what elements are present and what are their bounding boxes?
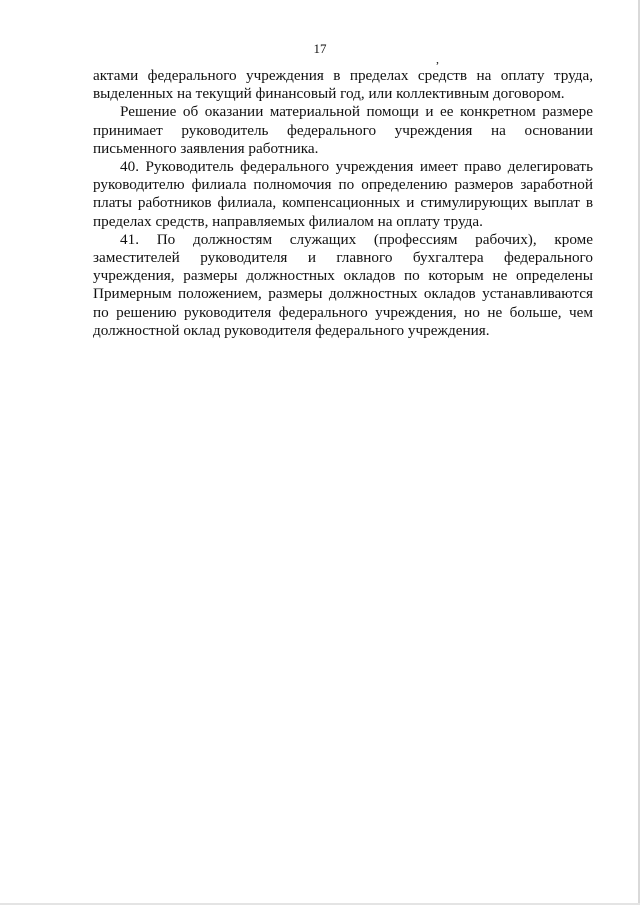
- stray-mark: ,: [436, 52, 439, 66]
- document-body: [93, 67, 593, 340]
- paragraph-clause-41: 41. По должностям служащих (профессиям рабочих), кроме заместителей руководителя и главного бухгалтера федерального учреждения, размеры должностных окладов по которым не определены Примерным положением, размеры должностных окладов устанавливаются по решению руководителя федерального учреждения, но не больше, чем должностной оклад руководителя федерального учреждения.: [93, 230, 593, 339]
- paragraph-material-aid: Решение об оказании материальной помощи и ее конкретном размере принимает руководитель федерального учреждения на основании письменного заявления работника.: [93, 103, 593, 157]
- paragraph-continuation: актами федерального учреждения в пределах средств на оплату труда, выделенных на текущий финансовый год, или коллективным договором.: [93, 67, 593, 103]
- page-number: 17: [313, 41, 327, 56]
- paragraph-clause-40: 40. Руководитель федерального учреждения имеет право делегировать руководителю филиала полномочия по определению размеров заработной платы работников филиала, компенсационных и стимулирующих выплат в пределах средств, направляемых филиалом на оплату труда.: [93, 158, 593, 230]
